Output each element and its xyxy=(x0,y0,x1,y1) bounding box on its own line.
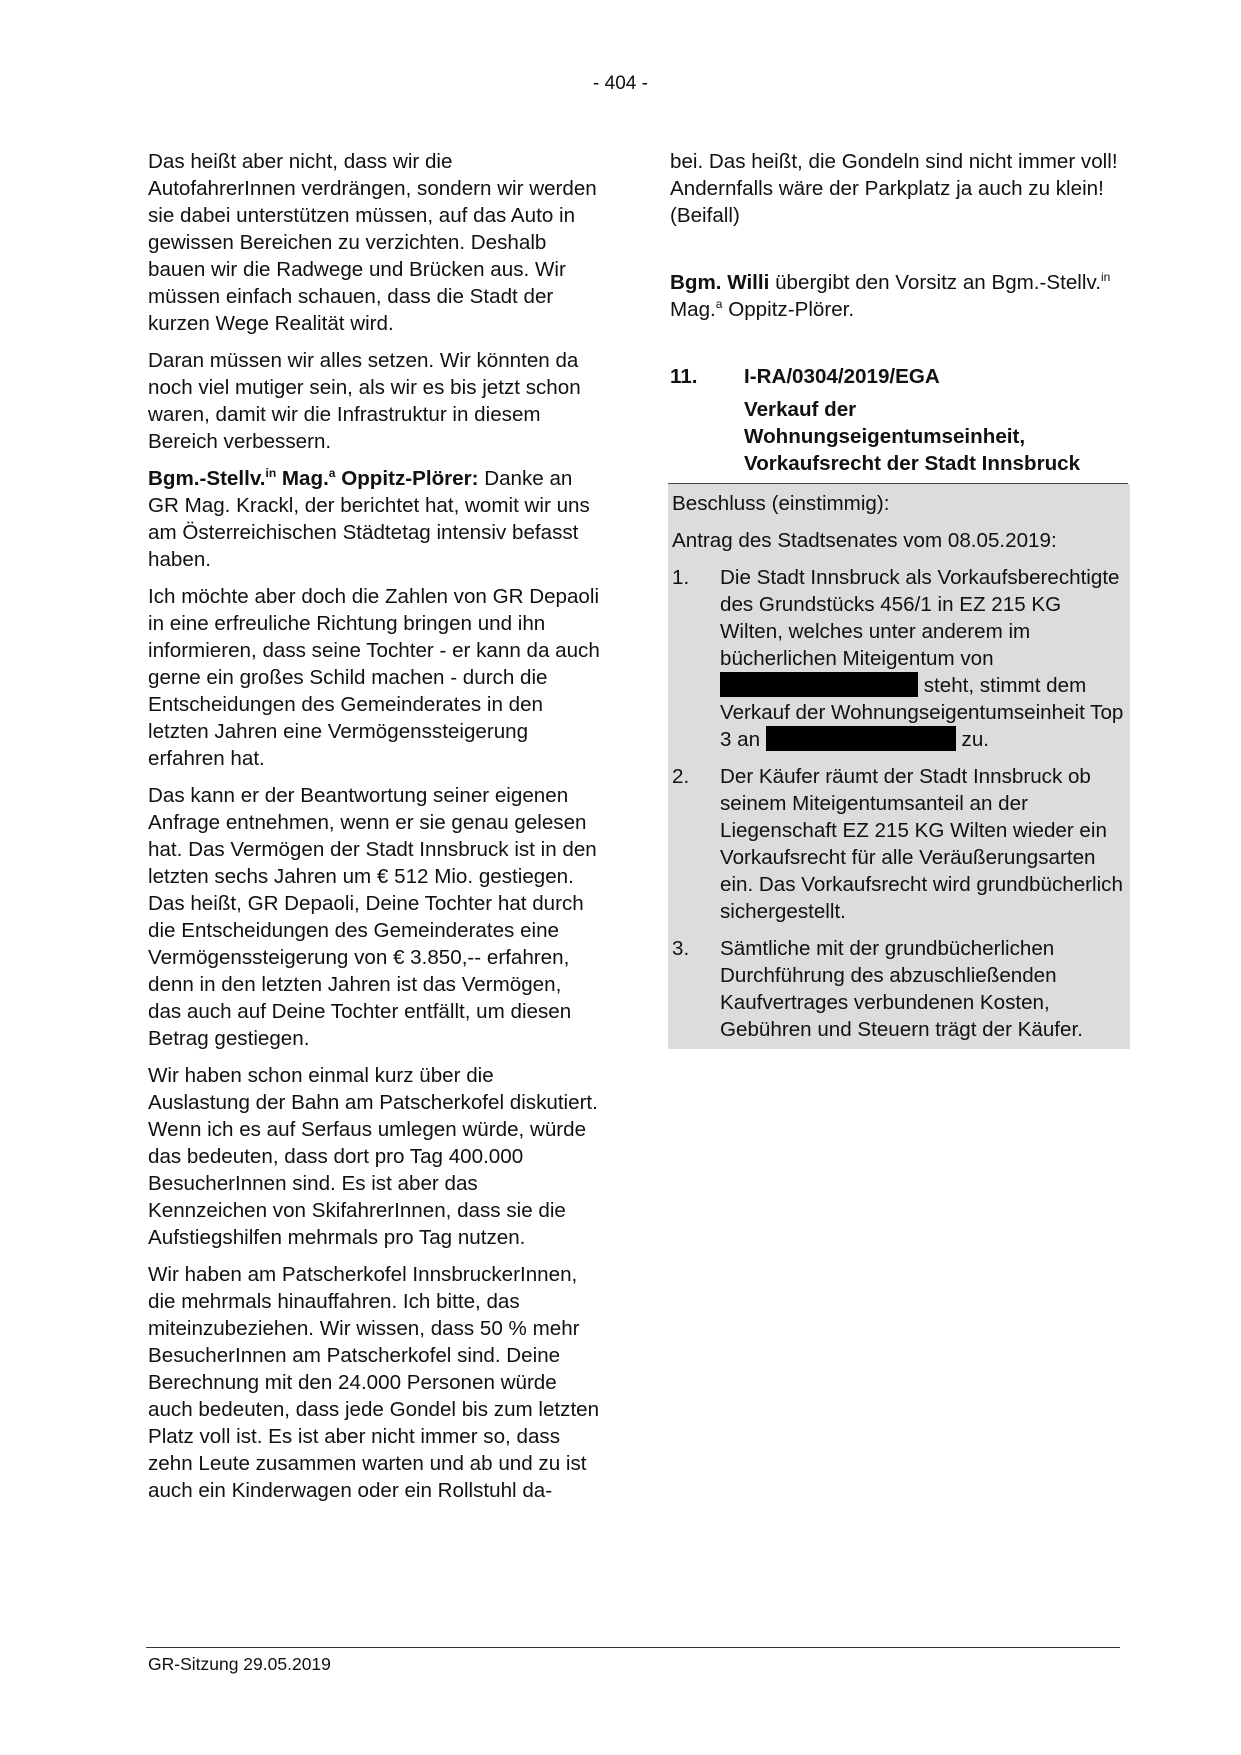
item-number: 1. xyxy=(672,566,690,589)
paragraph: Ich möchte aber doch die Zahlen von GR Depaoli in eine erfreuliche Richtung bringen und ihn informieren, dass seine Tochter - er kann da auch gerne ein großes Schild machen - durch die Entscheidungen des Gemeinderates in den letzten Jahren eine Vermögenssteigerung erfahren hat. xyxy=(148,585,600,770)
speaker-paragraph xyxy=(148,465,600,573)
paragraph: bei. Das heißt, die Gondeln sind nicht immer voll! Andernfalls wäre der Parkplatz ja auch zu klein! (Beifall) xyxy=(670,150,1118,227)
footer-divider xyxy=(146,1647,1120,1648)
chair-handover: Bgm. Willi übergibt den Vorsitz an Bgm.-Stellv.$^{in}$ Mag.$^a$ Oppitz-Plörer. xyxy=(670,270,1111,321)
page-number: - 404 - xyxy=(593,73,648,94)
paragraph: Das kann er der Beantwortung seiner eigenen Anfrage entnehmen, wenn er sie genau gelesen hat. Das Vermögen der Stadt Innsbruck ist in den letzten sechs Jahren um € 512 Mio. gestiegen. Das heißt, GR Depaoli, Deine Tochter hat durch die Entscheidungen des Gemeinderates eine Vermögenssteigerung von € 3.850,-- erfahren, denn in den letzten Jahren ist das Vermögen, das auch auf Deine Tochter entfällt, um diesen Betrag gestiegen. xyxy=(148,784,597,1050)
left-column xyxy=(148,148,600,1514)
list-item xyxy=(672,763,1126,925)
agenda-number: 11. xyxy=(670,365,698,388)
resolution-label: Beschluss (einstimmig): xyxy=(672,492,890,515)
agenda-code: I-RA/0304/2019/EGA xyxy=(744,365,940,388)
footer-text: GR-Sitzung 29.05.2019 xyxy=(148,1654,331,1674)
redaction-bar xyxy=(766,726,956,751)
paragraph: Daran müssen wir alles setzen. Wir könnten da noch viel mutiger sein, als wir es bis jetzt schon waren, damit wir die Infrastruktur in diesem Bereich verbessern. xyxy=(148,349,581,453)
paragraph: Das heißt aber nicht, dass wir die AutofahrerInnen verdrängen, sondern wir werden sie dabei unterstützen müssen, auf das Auto in gewissen Bereichen zu verzichten. Deshalb bauen wir die Radwege und Brücken aus. Wir müssen einfach schauen, dass die Stadt der kurzen Wege Realität wird. xyxy=(148,150,597,335)
list-item xyxy=(672,935,1126,1043)
speaker-name: Bgm. Willi xyxy=(670,271,770,294)
speaker-name: Bgm.-Stellv.$^{in}$ Mag.$^a$ Oppitz-Plörer: xyxy=(148,466,479,490)
resolution-box xyxy=(668,484,1130,1049)
redaction-bar xyxy=(720,672,918,697)
item-number: 3. xyxy=(672,937,690,960)
item-number: 2. xyxy=(672,765,690,788)
motion-label: Antrag des Stadtsenates vom 08.05.2019: xyxy=(672,529,1057,552)
item-text: Die Stadt Innsbruck als Vorkaufsberechtigte des Grundstücks 456/1 in EZ 215 KG Wilten, welches unter anderem im bücherlichen Miteigentum von steht, stimmt dem Verkauf der Wohnungseigentumseinheit Top 3 an zu. xyxy=(720,566,1124,751)
paragraph: Wir haben am Patscherkofel InnsbruckerInnen, die mehrmals hinauffahren. Ich bitte, das miteinzubeziehen. Wir wissen, dass 50 % mehr BesucherInnen am Patscherkofel sind. Deine Berechnung mit den 24.000 Personen würde auch bedeuten, dass jede Gondel bis zum letzten Platz voll ist. Es ist aber nicht immer so, dass zehn Leute zusammen warten und ab und zu ist auch ein Kinderwagen oder ein Rollstuhl da- xyxy=(148,1263,600,1502)
right-column xyxy=(670,148,1128,1049)
paragraph: Wir haben schon einmal kurz über die Auslastung der Bahn am Patscherkofel diskutiert. Wenn ich es auf Serfaus umlegen würde, würde das bedeuten, dass dort pro Tag 400.000 BesucherInnen sind. Es ist aber das Kennzeichen von SkifahrerInnen, dass sie die Aufstiegshilfen mehrmals pro Tag nutzen. xyxy=(148,1064,598,1249)
item-text: Sämtliche mit der grundbücherlichen Durchführung des abzuschließenden Kaufvertrages verbundenen Kosten, Gebühren und Steuern trägt der Käufer. xyxy=(720,937,1083,1041)
agenda-heading xyxy=(670,363,1128,390)
list-item xyxy=(672,564,1126,753)
speaker-text: Danke an GR Mag. Krackl, der berichtet hat, womit wir uns am Österreichischen Städtetag intensiv befasst haben. xyxy=(148,467,590,571)
agenda-title: Verkauf der Wohnungseigentumseinheit, Vorkaufsrecht der Stadt Innsbruck xyxy=(744,398,1081,475)
item-text: Der Käufer räumt der Stadt Innsbruck ob seinem Miteigentumsanteil an der Liegenschaft EZ 215 KG Wilten wieder ein Vorkaufsrecht für alle Veräußerungsarten ein. Das Vorkaufsrecht wird grundbücherlich sichergestellt. xyxy=(720,765,1123,923)
